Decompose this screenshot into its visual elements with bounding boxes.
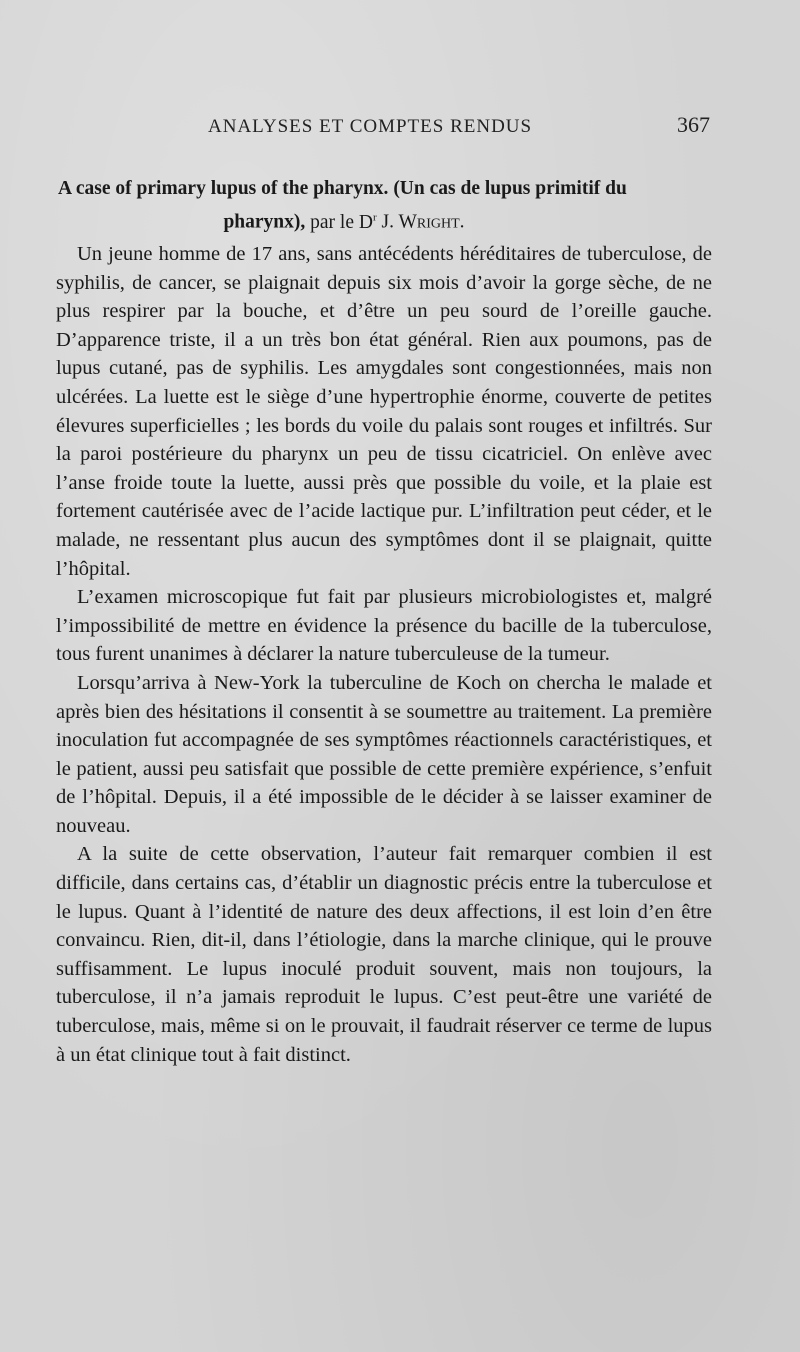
article-title-translation-part2: pharynx), bbox=[223, 211, 306, 233]
byline bbox=[310, 212, 376, 233]
paragraph-microscopic-exam: L’examen microscopique fut fait par plusieurs microbiologistes et, malgré l’impossibilité de mettre en évidence la présence du bacille de la tuberculose, tous furent unanimes à déclarer la nature tuberculeuse de la tumeur. bbox=[56, 586, 712, 666]
byline-prefix: par le D bbox=[310, 211, 373, 233]
article-heading bbox=[58, 174, 710, 237]
article-title: A case of primary lupus of the pharynx. bbox=[58, 178, 389, 199]
author-name: J. Wright. bbox=[381, 211, 465, 233]
byline-superscript: r bbox=[372, 211, 377, 223]
article-body bbox=[56, 240, 712, 1069]
running-title: ANALYSES ET COMPTES RENDUS bbox=[208, 116, 533, 137]
paragraph-author-remarks: A la suite de cette observation, l’auteur fait remarquer combien il est difficile, dans certains cas, d’établir un diagnostic précis entre la tuberculose et le lupus. Quant à l’identité de nature des deux affections, il est loin d’en être convaincu. Rien, dit-il, dans l’étiologie, dans la marche clinique, qui le prouve suffisamment. Le lupus inoculé produit souvent, mais non toujours, la tuberculose, il n’a jamais reproduit le lupus. C’est peut-être une variété de tuberculose, mais, même si on le prouvait, il faudrait réserver ce terme de lupus à un état clinique tout à fait distinct. bbox=[56, 843, 712, 1066]
article-title-line2 bbox=[58, 203, 710, 237]
paragraph-tuberculin-treatment: Lorsqu’arriva à New-York la tuberculine de Koch on chercha le malade et après bien des hésitations il consentit à se soumettre au traitement. La première inoculation fut accompagnée de ses symptômes réactionnels caractéristiques, et le patient, aussi peu satisfait que possible de cette première expérience, s’enfuit de l’hôpital. Depuis, il a été impossible de le décider à se laisser examiner de nouveau. bbox=[56, 671, 712, 837]
article-title-translation-part1: (Un cas de lupus primitif du bbox=[393, 178, 627, 199]
paragraph-case-description: Un jeune homme de 17 ans, sans antécédents héréditaires de tuberculose, de syphilis, de cancer, se plaignait depuis six mois d’avoir la gorge sèche, de ne plus respirer par la bouche, et d’être un peu sourd de l’oreille gauche. D’apparence triste, il a un très bon état général. Rien aux poumons, pas de lupus cutané, pas de syphilis. Les amygdales sont congestionnées, mais non ulcérées. La luette est le siège d’une hypertrophie énorme, couverte de petites élevures superficielles ; les bords du voile du palais sont rouges et infiltrés. Sur la paroi postérieure du pharynx un peu de tissu cicatriciel. On enlève avec l’anse froide toute la luette, aussi près que possible du voile, et la plaie est fortement cautérisée avec de l’acide lactique pur. L’infiltration peut céder, et le malade, ne ressentant plus aucun des symptômes dont il se plaignait, quitte l’hôpital. bbox=[56, 243, 712, 580]
page-number: 367 bbox=[677, 112, 710, 137]
running-head bbox=[58, 112, 710, 144]
